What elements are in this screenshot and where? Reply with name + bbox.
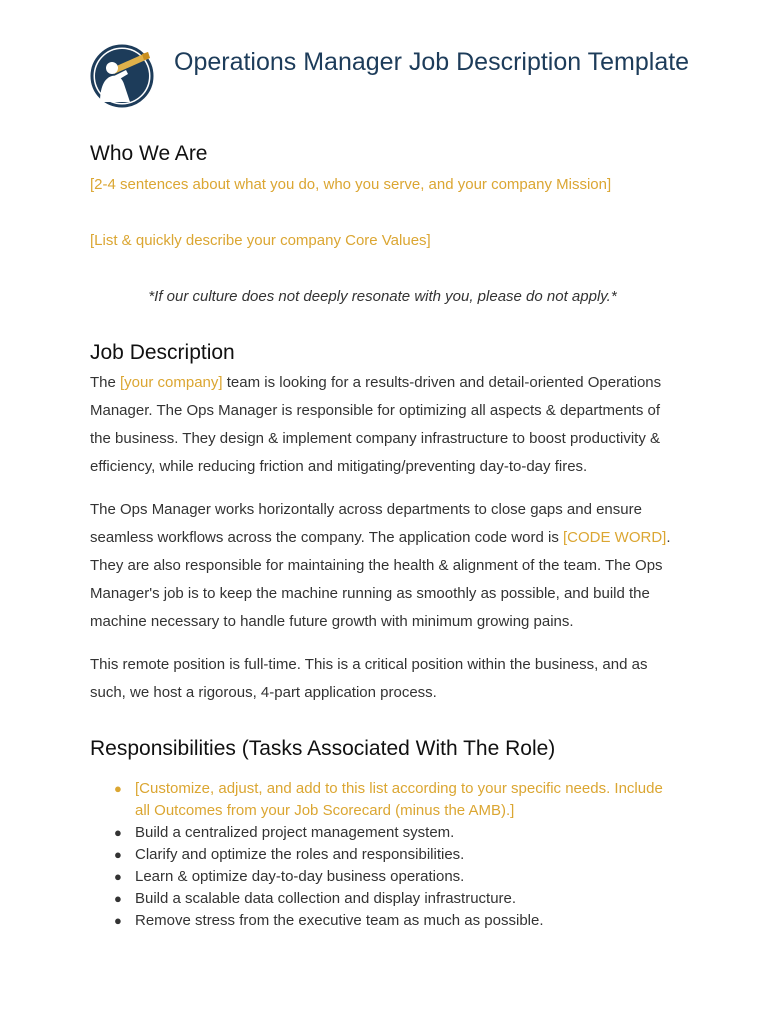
list-item bbox=[114, 844, 675, 866]
list-item-text: Learn & optimize day-to-day business operations. bbox=[135, 868, 465, 885]
job-description-paragraph-2 bbox=[90, 496, 675, 636]
who-we-are-section bbox=[90, 140, 675, 308]
list-item bbox=[114, 910, 675, 932]
responsibilities-list bbox=[90, 778, 675, 932]
list-item bbox=[114, 778, 675, 822]
company-placeholder: [your company] bbox=[120, 374, 223, 391]
list-item bbox=[114, 822, 675, 844]
mission-placeholder: [2-4 sentences about what you do, who you serve, and your company Mission] bbox=[90, 176, 612, 193]
text-run: The Ops Manager works horizontally across departments to close gaps and ensure seamless workflows across the company. The application code word is bbox=[90, 501, 642, 546]
list-item-text: Build a centralized project management system. bbox=[135, 824, 455, 841]
responsibilities-heading: Responsibilities (Tasks Associated With The Role) bbox=[90, 737, 556, 760]
job-description-heading: Job Description bbox=[90, 341, 235, 364]
bullet-icon: ● bbox=[114, 913, 122, 928]
core-values-placeholder: [List & quickly describe your company Core Values] bbox=[90, 232, 431, 249]
code-word-placeholder: [CODE WORD] bbox=[563, 529, 667, 546]
list-item bbox=[114, 866, 675, 888]
culture-note: *If our culture does not deeply resonate with you, please do not apply.* bbox=[148, 288, 617, 305]
who-we-are-heading: Who We Are bbox=[90, 142, 208, 165]
document-body bbox=[90, 140, 675, 932]
document-title: Operations Manager Job Description Template bbox=[174, 48, 690, 76]
job-description-paragraph-1 bbox=[90, 369, 675, 481]
bullet-icon: ● bbox=[114, 869, 122, 884]
list-item bbox=[114, 888, 675, 910]
bullet-icon: ● bbox=[114, 891, 122, 906]
bullet-icon: ● bbox=[114, 825, 122, 840]
list-item-text: Build a scalable data collection and display infrastructure. bbox=[135, 890, 517, 907]
text-run: team is looking for a results-driven and detail-oriented Operations Manager. The Ops Manager is responsible for optimizing all aspects & departments of the business. They design & implement company infrastructure to boost productivity & efficiency, while reducing friction and mitigating/preventing day-to-day fires. bbox=[90, 374, 662, 475]
list-item-text: [Customize, adjust, and add to this list according to your specific needs. Include all Outcomes from your Job Scorecard (minus the AMB).] bbox=[135, 780, 663, 819]
text-run: The bbox=[90, 374, 121, 391]
bullet-icon: ● bbox=[114, 781, 122, 796]
responsibilities-section bbox=[90, 735, 675, 932]
job-description-section bbox=[90, 339, 675, 707]
list-item-text: Clarify and optimize the roles and responsibilities. bbox=[135, 846, 465, 863]
telescope-person-icon bbox=[90, 44, 154, 108]
document-header bbox=[90, 44, 710, 108]
text-run: . They are also responsible for maintaining the health & alignment of the team. The Ops Manager's job is to keep the machine running as smoothly as possible, and build the machine necessary to handle future growth with minimum growing pains. bbox=[90, 529, 671, 630]
bullet-icon: ● bbox=[114, 847, 122, 862]
job-description-paragraph-3: This remote position is full-time. This is a critical position within the business, and as such, we host a rigorous, 4-part application process. bbox=[90, 656, 648, 701]
list-item-text: Remove stress from the executive team as much as possible. bbox=[135, 912, 544, 929]
